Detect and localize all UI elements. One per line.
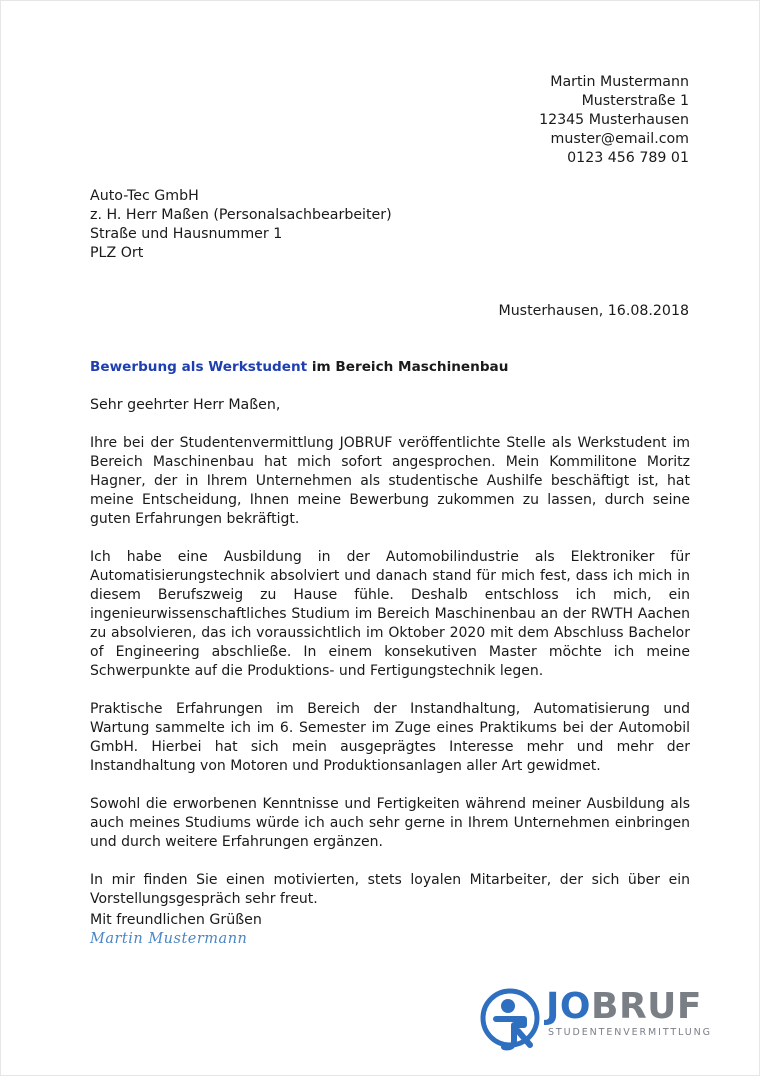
sender-email: muster@email.com bbox=[550, 131, 689, 147]
jobruf-person-icon bbox=[478, 985, 542, 1051]
salutation: Sehr geehrter Herr Maßen, bbox=[90, 397, 281, 413]
sender-street: Musterstraße 1 bbox=[581, 93, 689, 109]
closing-phrase: Mit freundlichen Grüßen bbox=[90, 912, 262, 928]
body-paragraph: Praktische Erfahrungen im Bereich der Instandhaltung, Automatisierung und Wartung sammelte ich im 6. Semester im Zuge eines Praktikums bei der Automobil GmbH. Hierbei hat sich mein ausgeprägtes Interesse mehr und mehr der Instandhaltung von Motoren und Produktionsanlagen aller Art gewidmet. bbox=[90, 701, 690, 774]
body-paragraph: Ihre bei der Studentenvermittlung JOBRUF veröffentlichte Stelle als Werkstudent im Bereich Maschinenbau hat mich sofort angesprochen. Mein Kommilitone Moritz Hagner, der in Ihrem Unternehmen als studentische Aushilfe beschäftigt ist, hat meine Entscheidung, Ihnen meine Bewerbung zukommen zu lassen, durch seine guten Erfahrungen bekräftigt. bbox=[90, 435, 690, 527]
subject-line bbox=[90, 358, 508, 377]
recipient-street: Straße und Hausnummer 1 bbox=[90, 226, 283, 242]
recipient-address-block bbox=[90, 187, 392, 263]
sender-name: Martin Mustermann bbox=[550, 74, 689, 90]
subject-highlight: Bewerbung als Werkstudent bbox=[90, 359, 308, 375]
letter-date: Musterhausen, 16.08.2018 bbox=[498, 303, 689, 319]
sender-phone: 0123 456 789 01 bbox=[567, 150, 689, 166]
logo-tagline: STUDENTENVERMITTLUNG bbox=[548, 1027, 712, 1038]
sender-city: 12345 Musterhausen bbox=[539, 112, 689, 128]
body-paragraph: Ich habe eine Ausbildung in der Automobilindustrie als Elektroniker für Automatisierungstechnik absolviert und danach stand für mich fest, dass ich mich in diesem Berufszweig zu Hause fühle. Deshalb entschloss ich mich, ein ingenieurwissenschaftliches Studium im Bereich Maschinenbau an der RWTH Aachen zu absolvieren, das ich voraussichtlich im Oktober 2020 mit dem Abschluss Bachelor of Engineering abschließe. In einem konsekutiven Master möchte ich meine Schwerpunkte auf die Produktions- und Fertigungstechnik legen. bbox=[90, 549, 690, 679]
sender-address-block bbox=[539, 73, 689, 168]
logo-wordmark bbox=[546, 987, 702, 1027]
recipient-attention: z. H. Herr Maßen (Personalsachbearbeiter) bbox=[90, 207, 392, 223]
letter-body bbox=[90, 434, 690, 928]
recipient-city: PLZ Ort bbox=[90, 245, 144, 261]
body-paragraph: In mir finden Sie einen motivierten, stets loyalen Mitarbeiter, der sich über ein Vorstellungsgespräch sehr freut. bbox=[90, 872, 690, 907]
subject-rest: im Bereich Maschinenbau bbox=[307, 359, 509, 375]
jobruf-logo bbox=[478, 985, 712, 1051]
logo-wordmark-bruf: BRUF bbox=[591, 986, 702, 1027]
logo-wordmark-jo: JO bbox=[546, 986, 591, 1027]
signature: Martin Mustermann bbox=[90, 931, 248, 947]
recipient-company: Auto-Tec GmbH bbox=[90, 188, 199, 204]
body-paragraph: Sowohl die erworbenen Kenntnisse und Fertigkeiten während meiner Ausbildung als auch meines Studiums würde ich auch sehr gerne in Ihrem Unternehmen einbringen und durch weitere Erfahrungen ergänzen. bbox=[90, 796, 690, 850]
